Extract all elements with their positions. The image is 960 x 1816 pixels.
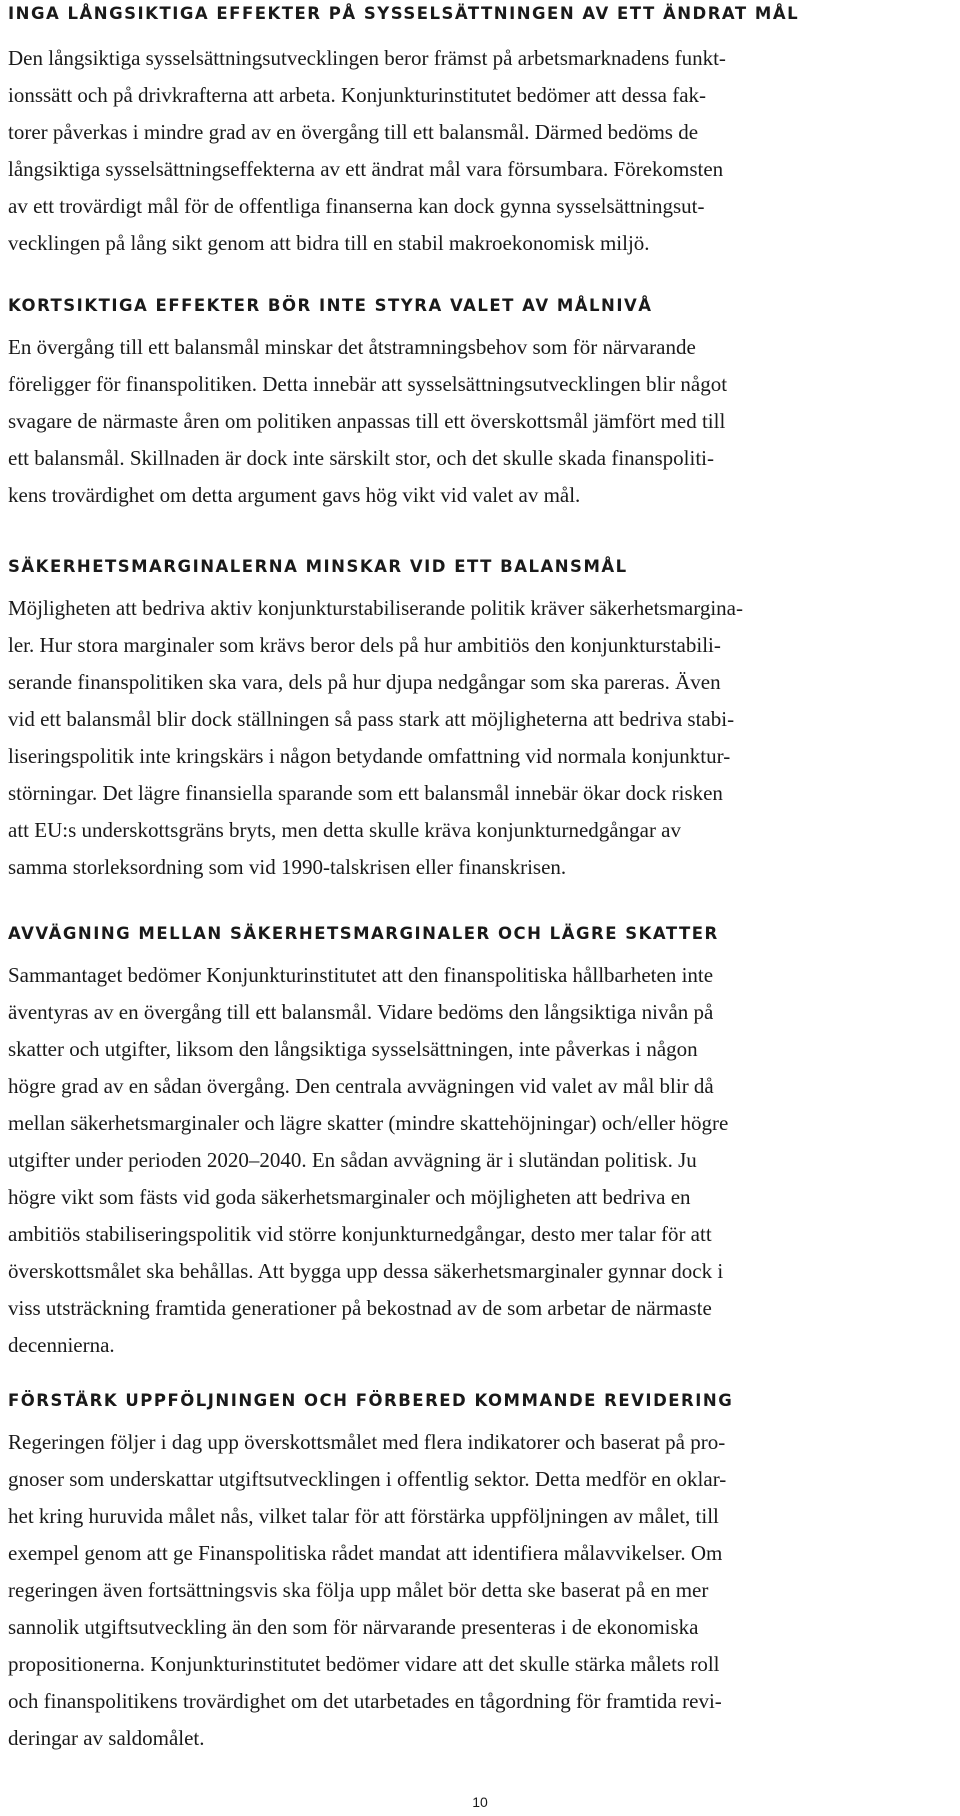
section-heading-short-term-effects: KORTSIKTIGA EFFEKTER BÖR INTE STYRA VALET AV MÅLNIVÅ bbox=[8, 296, 653, 315]
text-line: viss utsträckning framtida generationer på bekostnad av de som arbetar de närmaste bbox=[8, 1296, 712, 1320]
text-line: utgifter under perioden 2020–2040. En sådan avvägning är i slutändan politisk. Ju bbox=[8, 1148, 697, 1172]
text-line: mellan säkerhetsmarginaler och lägre skatter (mindre skattehöjningar) och/eller högre bbox=[8, 1111, 729, 1135]
text-line: vecklingen på lång sikt genom att bidra till en stabil makroekonomisk miljö. bbox=[8, 231, 650, 255]
text-line: samma storleksordning som vid 1990-talskrisen eller finanskrisen. bbox=[8, 855, 567, 879]
text-line: vid ett balansmål blir dock ställningen så pass stark att möjligheterna att bedriva stabi- bbox=[8, 707, 735, 731]
text-line: exempel genom att ge Finanspolitiska rådet mandat att identifiera målavvikelser. Om bbox=[8, 1541, 723, 1565]
text-line: högre grad av en sådan övergång. Den centrala avvägningen vid valet av mål blir då bbox=[8, 1074, 714, 1098]
text-line: deringar av saldomålet. bbox=[8, 1726, 205, 1750]
text-line: Möjligheten att bedriva aktiv konjunkturstabiliserande politik kräver säkerhetsmargina- bbox=[8, 596, 743, 620]
text-line: het kring huruvida målet nås, vilket talar för att förstärka uppföljningen av målet, till bbox=[8, 1504, 719, 1528]
text-line: överskottsmålet ska behållas. Att bygga upp dessa säkerhetsmarginaler gynnar dock i bbox=[8, 1259, 724, 1283]
text-line: sannolik utgiftsutveckling än den som för närvarande presenteras i de ekonomiska bbox=[8, 1615, 699, 1639]
text-line: högre vikt som fästs vid goda säkerhetsmarginaler och möjligheten att bedriva en bbox=[8, 1185, 691, 1209]
page-number: 10 bbox=[472, 1794, 488, 1810]
section-heading-long-term-employment: INGA LÅNGSIKTIGA EFFEKTER PÅ SYSSELSÄTTNINGEN AV ETT ÄNDRAT MÅL bbox=[8, 4, 800, 23]
text-line: att EU:s underskottsgräns bryts, men detta skulle kräva konjunkturnedgångar av bbox=[8, 818, 682, 842]
text-line: kens trovärdighet om detta argument gavs hög vikt vid valet av mål. bbox=[8, 483, 581, 507]
text-line: störningar. Det lägre finansiella sparande som ett balansmål innebär ökar dock risken bbox=[8, 781, 723, 805]
text-line: långsiktiga sysselsättningseffekterna av ett ändrat mål vara försumbara. Förekomsten bbox=[8, 157, 724, 181]
text-line: Den långsiktiga sysselsättningsutvecklingen beror främst på arbetsmarknadens funkt- bbox=[8, 46, 726, 70]
text-line: äventyras av en övergång till ett balansmål. Vidare bedöms den långsiktiga nivån på bbox=[8, 1000, 714, 1024]
text-line: och finanspolitikens trovärdighet om det utarbetades en tågordning för framtida revi- bbox=[8, 1689, 722, 1713]
text-line: Sammantaget bedömer Konjunkturinstitutet att den finanspolitiska hållbarheten inte bbox=[8, 963, 714, 987]
text-line: regeringen även fortsättningsvis ska följa upp målet bör detta ske baserat på en mer bbox=[8, 1578, 709, 1602]
text-line: ionssätt och på drivkrafterna att arbeta. Konjunkturinstitutet bedömer att dessa fak- bbox=[8, 83, 707, 107]
section-paragraph-follow-up bbox=[8, 1424, 952, 1757]
section-heading-safety-margins: SÄKERHETSMARGINALERNA MINSKAR VID ETT BALANSMÅL bbox=[8, 557, 628, 576]
text-line: ler. Hur stora marginaler som krävs beror dels på hur ambitiös den konjunkturstabili- bbox=[8, 633, 721, 657]
text-line: Regeringen följer i dag upp överskottsmålet med flera indikatorer och baserat på pro- bbox=[8, 1430, 726, 1454]
text-line: torer påverkas i mindre grad av en övergång till ett balansmål. Därmed bedöms de bbox=[8, 120, 699, 144]
section-paragraph-safety-margins bbox=[8, 590, 952, 886]
text-line: propositionerna. Konjunkturinstitutet bedömer vidare att det skulle stärka målets roll bbox=[8, 1652, 720, 1676]
section-heading-follow-up: FÖRSTÄRK UPPFÖLJNINGEN OCH FÖRBERED KOMMANDE REVIDERING bbox=[8, 1391, 734, 1410]
text-line: svagare de närmaste åren om politiken anpassas till ett överskottsmål jämfört med till bbox=[8, 409, 726, 433]
section-paragraph-tradeoff bbox=[8, 957, 952, 1364]
text-line: decennierna. bbox=[8, 1333, 115, 1357]
section-paragraph-short-term-effects bbox=[8, 329, 952, 514]
section-paragraph-long-term-employment bbox=[8, 40, 952, 262]
text-line: En övergång till ett balansmål minskar det åtstramningsbehov som för närvarande bbox=[8, 335, 696, 359]
text-line: föreligger för finanspolitiken. Detta innebär att sysselsättningsutvecklingen blir något bbox=[8, 372, 728, 396]
text-line: liseringspolitik inte kringskärs i någon betydande omfattning vid normala konjunktur- bbox=[8, 744, 731, 768]
text-line: skatter och utgifter, liksom den långsiktiga sysselsättningen, inte påverkas i någon bbox=[8, 1037, 698, 1061]
text-line: av ett trovärdigt mål för de offentliga finanserna kan dock gynna sysselsättningsut- bbox=[8, 194, 705, 218]
text-line: gnoser som underskattar utgiftsutvecklingen i offentlig sektor. Detta medför en oklar- bbox=[8, 1467, 727, 1491]
text-line: ambitiös stabiliseringspolitik vid större konjunkturnedgångar, desto mer talar för att bbox=[8, 1222, 712, 1246]
section-heading-tradeoff: AVVÄGNING MELLAN SÄKERHETSMARGINALER OCH LÄGRE SKATTER bbox=[8, 924, 719, 943]
text-line: serande finanspolitiken ska vara, dels på hur djupa nedgångar som ska pareras. Även bbox=[8, 670, 721, 694]
text-line: ett balansmål. Skillnaden är dock inte särskilt stor, och det skulle skada finanspoliti- bbox=[8, 446, 715, 470]
